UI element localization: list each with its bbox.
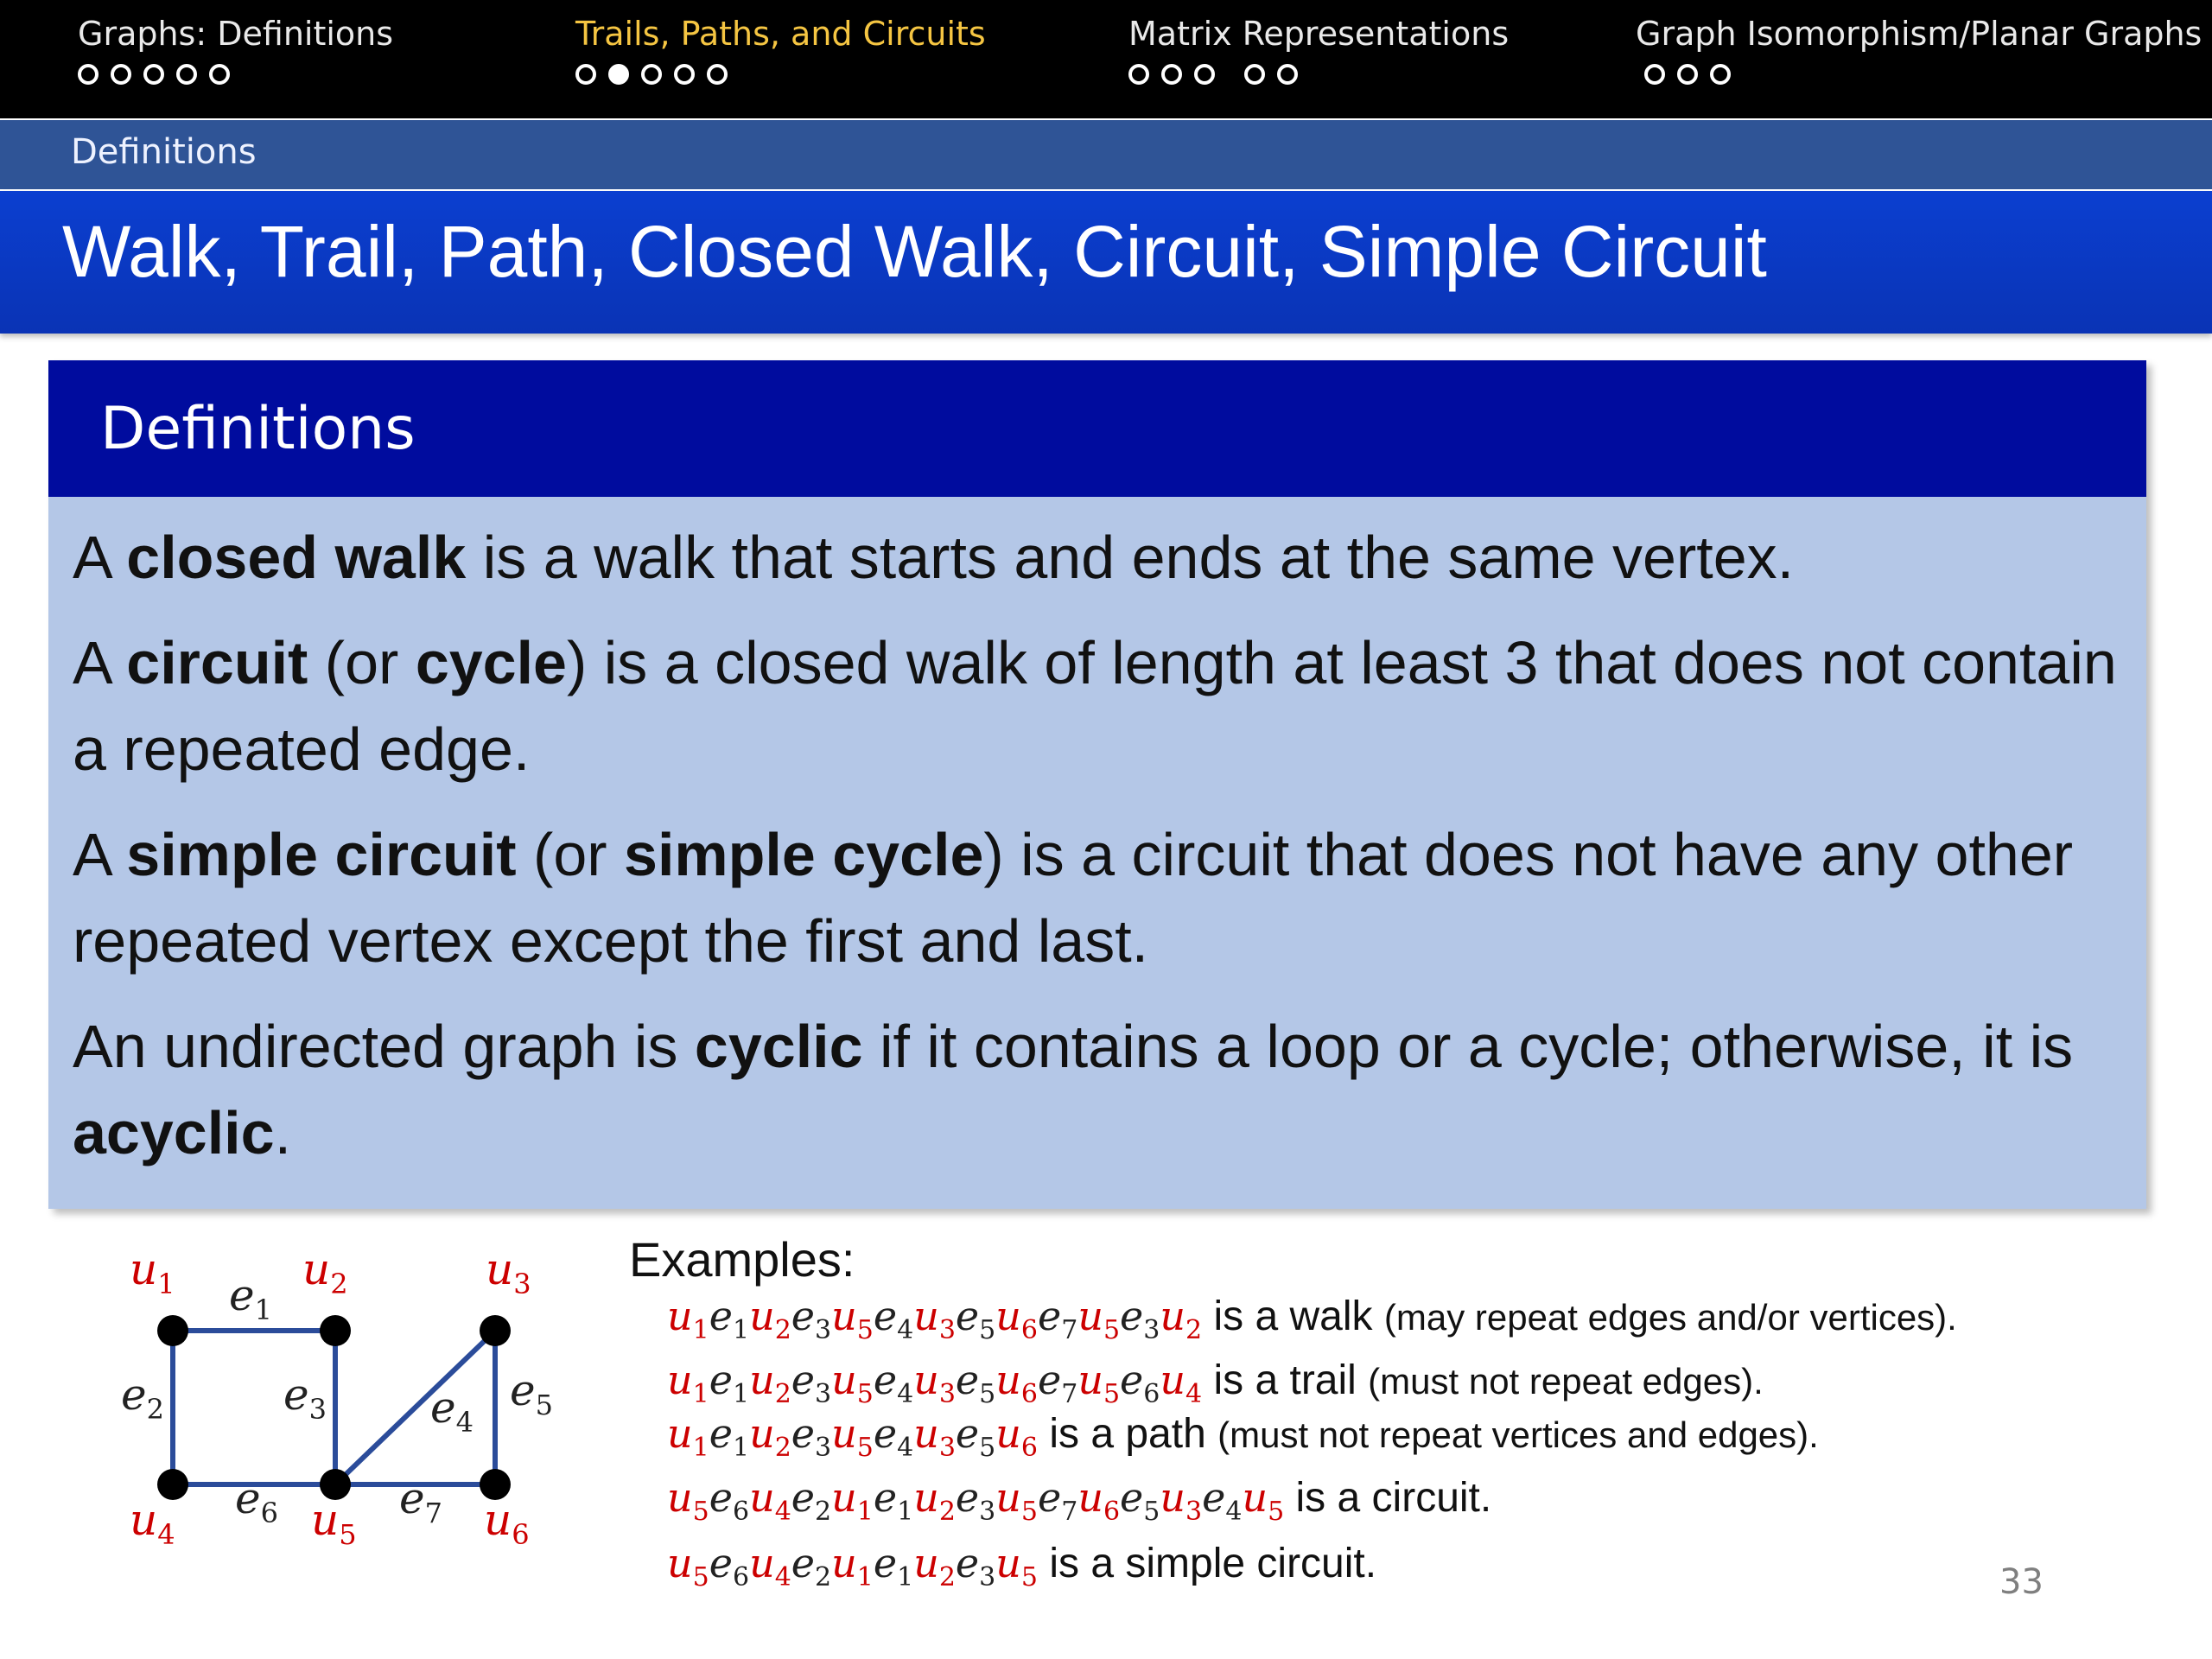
page-number: 33	[1999, 1562, 2044, 1602]
subsection-title: Definitions	[71, 132, 257, 172]
nav-dot[interactable]	[707, 64, 728, 85]
nav-section-trails-paths-circuits[interactable]	[575, 12, 986, 85]
nav-dot[interactable]	[1244, 64, 1265, 85]
nav-dot[interactable]	[111, 64, 131, 85]
term: cyclic	[694, 1013, 863, 1080]
edge-label-e6: $e_6$	[235, 1473, 278, 1529]
block-header	[48, 360, 2146, 497]
edge-label-e5: $e_5$	[510, 1365, 553, 1421]
nav-dot-current[interactable]	[608, 64, 629, 85]
definition-closed-walk: A closed walk is a walk that starts and ends at the same vertex.	[73, 524, 1795, 591]
examples-heading: Examples:	[629, 1232, 855, 1287]
nav-dot[interactable]	[641, 64, 662, 85]
example-note: (may repeat edges and/or vertices).	[1383, 1297, 1957, 1338]
subsection-bar	[0, 120, 2212, 189]
definitions-list	[73, 514, 2129, 1195]
nav-dot[interactable]	[176, 64, 197, 85]
term: acyclic	[73, 1099, 275, 1166]
nav-dot[interactable]	[1677, 64, 1698, 85]
example-text: is a path	[1049, 1411, 1206, 1457]
nav-section-graphs-definitions[interactable]	[78, 12, 393, 85]
example-note: (must not repeat vertices and edges).	[1217, 1414, 1819, 1455]
nav-dot[interactable]	[78, 64, 99, 85]
vertex-u2	[320, 1315, 351, 1346]
nav-section-graph-isomorphism[interactable]	[1636, 12, 2202, 85]
edge-label-e7: $e_7$	[399, 1473, 442, 1529]
term: simple circuit	[126, 821, 517, 888]
vertex-label-u4: $u_4$	[130, 1495, 175, 1551]
vertex-label-u1: $u_1$	[130, 1244, 175, 1300]
nav-dot[interactable]	[1161, 64, 1182, 85]
nav-dots	[78, 64, 393, 85]
nav-section-title[interactable]: Matrix Representations	[1128, 15, 1510, 53]
example-simple-circuit	[667, 1540, 1376, 1592]
nav-dot[interactable]	[1128, 64, 1149, 85]
example-trail	[667, 1357, 1764, 1409]
definition-circuit: A circuit (or cycle) is a closed walk of length at least 3 that does not contain a repeated edge.	[73, 629, 2117, 783]
example-text: is a circuit.	[1295, 1475, 1492, 1521]
nav-dot[interactable]	[209, 64, 230, 85]
vertex-label-u3: $u_3$	[486, 1244, 531, 1300]
definitions-block	[48, 360, 2146, 1209]
nav-dots	[575, 64, 986, 85]
nav-section-title[interactable]: Trails, Paths, and Circuits	[575, 15, 986, 53]
nav-section-title[interactable]: Graphs: Definitions	[78, 15, 394, 53]
example-circuit	[667, 1474, 1491, 1527]
nav-dot[interactable]	[1277, 64, 1298, 85]
edge-label-e2: $e_2$	[121, 1370, 164, 1426]
example-sequence: $u_5e_6u_4e_2u_1e_1u_2e_3u_5e_7u_6e_5u_3e_4u_5$	[667, 1474, 1285, 1528]
vertex-label-u2: $u_2$	[302, 1244, 348, 1300]
slide-title-bar	[0, 191, 2212, 334]
nav-dots	[1644, 64, 2202, 85]
nav-section-title[interactable]: Graph Isomorphism/Planar Graphs	[1636, 15, 2202, 53]
nav-dot[interactable]	[575, 64, 596, 85]
nav-dot[interactable]	[143, 64, 164, 85]
term: circuit	[126, 629, 308, 696]
vertex-label-u6: $u_6$	[484, 1495, 530, 1551]
top-navigation	[0, 0, 2212, 118]
vertex-label-u5: $u_5$	[311, 1495, 357, 1551]
example-text: is a trail	[1213, 1357, 1357, 1403]
block-heading: Definitions	[100, 395, 416, 463]
nav-dot[interactable]	[1194, 64, 1215, 85]
definition-cyclic: An undirected graph is cyclic if it contains a loop or a cycle; otherwise, it is acyclic.	[73, 1013, 2074, 1166]
edge-label-e3: $e_3$	[283, 1370, 327, 1426]
nav-section-matrix-representations[interactable]	[1128, 12, 1509, 85]
edge-label-e1: $e_1$	[229, 1270, 272, 1326]
example-sequence: $u_5e_6u_4e_2u_1e_1u_2e_3u_5$	[667, 1540, 1038, 1593]
term: cycle	[415, 629, 567, 696]
definition-simple-circuit: A simple circuit (or simple cycle) is a circuit that does not have any other repeated vertex except the first and last.	[73, 821, 2074, 975]
example-sequence: $u_1e_1u_2e_3u_5e_4u_3e_5u_6e_7u_5e_3u_2$	[667, 1293, 1203, 1346]
vertex-u1	[157, 1315, 188, 1346]
example-path	[667, 1410, 1819, 1463]
nav-dot[interactable]	[1644, 64, 1665, 85]
vertex-u3	[480, 1315, 511, 1346]
slide-title: Walk, Trail, Path, Closed Walk, Circuit, Simple Circuit	[62, 211, 1767, 292]
example-text: is a simple circuit.	[1049, 1541, 1377, 1586]
example-walk	[667, 1293, 1957, 1345]
example-sequence: $u_1e_1u_2e_3u_5e_4u_3e_5u_6e_7u_5e_6u_4$	[667, 1357, 1203, 1410]
nav-dots	[1128, 64, 1509, 85]
nav-dot[interactable]	[674, 64, 695, 85]
edge-label-e4: $e_4$	[430, 1382, 474, 1439]
nav-dot[interactable]	[1710, 64, 1731, 85]
example-sequence: $u_1e_1u_2e_3u_5e_4u_3e_5u_6$	[667, 1410, 1038, 1464]
term: closed walk	[126, 524, 467, 591]
example-note: (must not repeat edges).	[1368, 1361, 1764, 1402]
example-text: is a walk	[1213, 1294, 1373, 1339]
term: simple cycle	[624, 821, 984, 888]
